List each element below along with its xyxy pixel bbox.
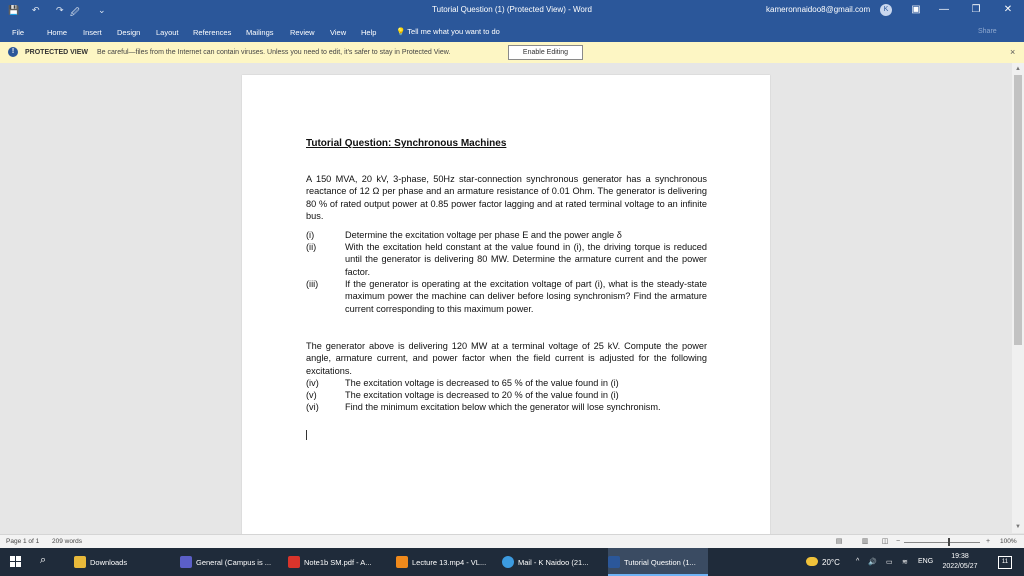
- windows-start-icon[interactable]: [10, 556, 22, 568]
- taskbar-label: Lecture 13.mp4 - VL...: [412, 558, 487, 567]
- taskbar-label: General (Campus is ...: [196, 558, 272, 567]
- taskbar-label: Tutorial Question (1...: [624, 558, 696, 567]
- protected-view-label: PROTECTED VIEW: [25, 49, 89, 56]
- vlc-icon: [396, 556, 408, 568]
- chrome-icon: [502, 556, 514, 568]
- ribbon-tabs: [0, 20, 1024, 42]
- list-number: (iv): [306, 378, 319, 388]
- close-icon[interactable]: ×: [1010, 47, 1016, 57]
- zoom-level[interactable]: 100%: [1000, 538, 1017, 545]
- paragraph-1: A 150 MVA, 20 kV, 3-phase, 50Hz star-connection synchronous generator has a synchronous reactance of 12 Ω per phase and an armature resistance of 0.01 Ohm. The generator is delivering 80 % of rated output power at 0.85 power factor lagging and at rated terminal voltage to an infinite bus.: [306, 174, 707, 221]
- taskbar-item-pdf[interactable]: [288, 548, 392, 576]
- list-text: If the generator is operating at the excitation voltage of part (i), what is the steady-state maximum power the machine can deliver before losing synchronism? Find the armature current corresponding to this maximum power.: [345, 279, 707, 314]
- touch-mode-icon[interactable]: 🖉: [70, 7, 80, 17]
- scroll-up-icon[interactable]: ▲: [1015, 66, 1021, 72]
- web-layout-icon[interactable]: ◫: [881, 538, 889, 545]
- tab-insert[interactable]: Insert: [83, 28, 102, 37]
- shield-icon: !: [8, 47, 18, 57]
- list-text: The excitation voltage is decreased to 65 % of the value found in (i): [345, 378, 619, 388]
- tab-file[interactable]: File: [12, 28, 25, 37]
- customize-qat-icon[interactable]: ⌄: [98, 5, 106, 15]
- clock-date: 2022/05/27: [942, 563, 978, 570]
- tab-help[interactable]: Help: [361, 28, 377, 37]
- page-count[interactable]: Page 1 of 1: [6, 538, 40, 545]
- minimize-button[interactable]: —: [939, 4, 949, 15]
- pdf-icon: [288, 556, 300, 568]
- taskbar-item-downloads[interactable]: [74, 548, 174, 576]
- zoom-in-icon[interactable]: +: [985, 538, 991, 545]
- document-page[interactable]: [242, 75, 770, 535]
- account-email[interactable]: kameronnaidoo8@gmail.com: [766, 5, 871, 14]
- tab-references[interactable]: References: [193, 28, 232, 37]
- weather-icon: [806, 557, 818, 566]
- list-number: (i): [306, 230, 315, 240]
- taskbar-item-word[interactable]: [608, 548, 708, 576]
- taskbar-label: Mail - K Naidoo (21...: [518, 558, 589, 567]
- tab-view[interactable]: View: [330, 28, 347, 37]
- list-number: (ii): [306, 242, 317, 252]
- print-layout-icon[interactable]: ▥: [861, 538, 869, 545]
- scroll-thumb[interactable]: [1014, 75, 1022, 345]
- language-indicator[interactable]: ENG: [918, 558, 934, 565]
- word-icon: [608, 556, 620, 568]
- notifications-icon[interactable]: 11: [998, 556, 1012, 569]
- avatar[interactable]: K: [880, 4, 892, 16]
- close-button[interactable]: ✕: [1003, 4, 1013, 15]
- tab-layout[interactable]: Layout: [156, 28, 179, 37]
- tell-me-label: Tell me what you want to do: [407, 27, 500, 36]
- list-number: (v): [306, 390, 317, 400]
- paragraph-2: The generator above is delivering 120 MW at a terminal voltage of 25 kV. Compute the power angle, armature current, and power factor when the field current is adjusted for the following excitations.: [306, 341, 707, 376]
- ribbon-display-icon[interactable]: ▣: [911, 4, 921, 15]
- list-text: With the excitation held constant at the value found in (i), the driving torque is reduced until the generator is delivering 80 MW. Determine the armature current and the power factor.: [345, 242, 707, 277]
- list-text: Determine the excitation voltage per phase E and the power angle δ: [345, 230, 622, 240]
- volume-icon[interactable]: 🔊: [868, 559, 877, 566]
- list-text: The excitation voltage is decreased to 20 % of the value found in (i): [345, 390, 619, 400]
- taskbar-item-teams[interactable]: [180, 548, 284, 576]
- search-icon[interactable]: ⌕: [40, 554, 47, 566]
- list-number: (vi): [306, 402, 319, 412]
- undo-icon[interactable]: ↶: [32, 5, 40, 15]
- scroll-down-icon[interactable]: ▼: [1015, 524, 1021, 530]
- document-heading: Tutorial Question: Synchronous Machines: [306, 138, 507, 149]
- zoom-slider-knob[interactable]: [948, 538, 950, 546]
- weather-temp[interactable]: 20°C: [822, 558, 840, 567]
- protected-view-message: Be careful—files from the Internet can contain viruses. Unless you need to edit, it's safer to stay in Protected View.: [97, 49, 451, 56]
- taskbar-item-mail[interactable]: [502, 548, 602, 576]
- folder-icon: [74, 556, 86, 568]
- taskbar: [0, 548, 1024, 576]
- list-text: Find the minimum excitation below which the generator will lose synchronism.: [345, 402, 661, 412]
- tab-mailings[interactable]: Mailings: [246, 28, 274, 37]
- teams-icon: [180, 556, 192, 568]
- zoom-out-icon[interactable]: −: [895, 538, 901, 545]
- tab-home[interactable]: Home: [47, 28, 68, 37]
- taskbar-label: Note1b SM.pdf - A...: [304, 558, 372, 567]
- redo-icon[interactable]: ↷: [56, 5, 64, 15]
- restore-button[interactable]: ❐: [971, 4, 981, 15]
- tab-review[interactable]: Review: [290, 28, 315, 37]
- status-bar: [0, 534, 1024, 549]
- clock[interactable]: [940, 552, 980, 572]
- wifi-icon[interactable]: ≋: [902, 559, 908, 566]
- zoom-slider[interactable]: [904, 542, 980, 543]
- clock-time: 19:38: [951, 553, 969, 560]
- tell-me-search[interactable]: [396, 27, 500, 36]
- enable-editing-button[interactable]: Enable Editing: [508, 45, 583, 60]
- text-cursor: [306, 430, 307, 440]
- chevron-up-icon[interactable]: ^: [856, 558, 860, 565]
- protected-view-bar: [0, 42, 1024, 64]
- share-button[interactable]: Share: [978, 28, 997, 35]
- battery-icon[interactable]: ▭: [886, 559, 893, 566]
- save-icon[interactable]: 💾: [8, 5, 20, 15]
- lightbulb-icon: 💡: [396, 27, 408, 36]
- vertical-scrollbar[interactable]: [1012, 63, 1024, 533]
- taskbar-item-vlc[interactable]: [396, 548, 496, 576]
- window-title: Tutorial Question (1) (Protected View) - Word: [432, 5, 592, 14]
- list-number: (iii): [306, 279, 319, 289]
- read-mode-icon[interactable]: ▤: [835, 538, 843, 545]
- title-bar: [0, 0, 1024, 20]
- tab-design[interactable]: Design: [117, 28, 141, 37]
- word-count[interactable]: 209 words: [52, 538, 82, 545]
- taskbar-label: Downloads: [90, 558, 128, 567]
- document-area: [0, 63, 1012, 533]
